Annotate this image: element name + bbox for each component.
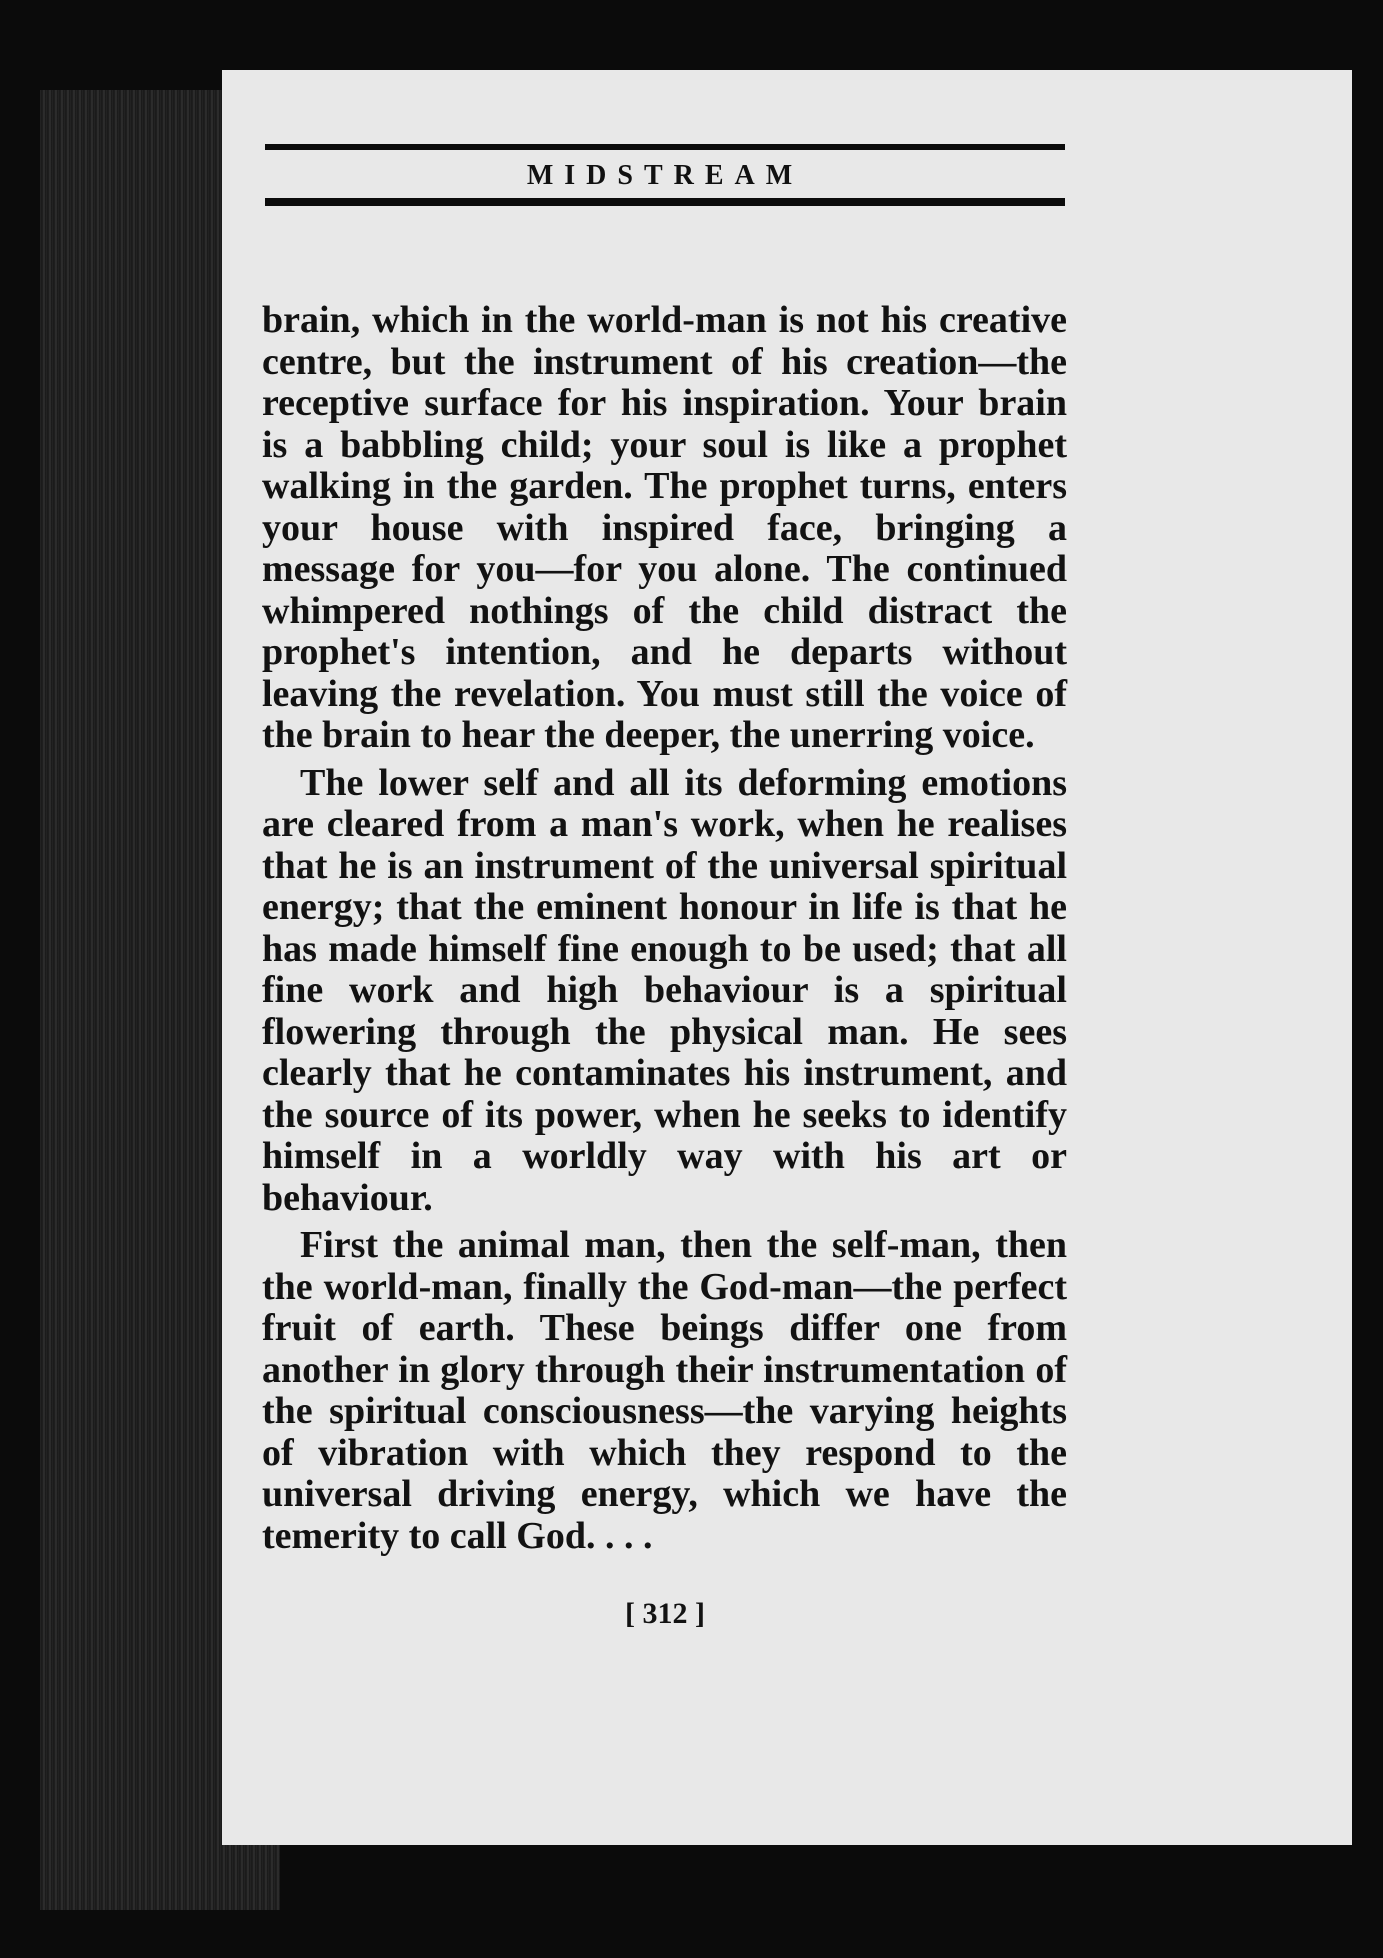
header-rule-bottom <box>265 198 1065 206</box>
running-head <box>265 144 1065 206</box>
paragraph-2: The lower self and all its deforming emotions are cleared from a man's work, when he realises that he is an instrument of the universal spiritual energy; that the eminent honour in life is that he has made himself fine enough to be used; that all fine work and high behaviour is a spiritual flowering through the physical man. He sees clearly that he contaminates his instrument, and the source of its power, when he seeks to identify himself in a worldly way with his art or behaviour. <box>262 761 1067 1219</box>
body-text <box>262 300 1067 1557</box>
running-head-title: MIDSTREAM <box>526 160 804 191</box>
paragraph-3: First the animal man, then the self-man, then the world-man, finally the God-man—the perfect fruit of earth. These beings differ one from another in glory through their instrumentation of the spiritual consciousness—the varying heights of vibration with which they respond to the universal driving energy, which we have the temerity to call God. . . . <box>262 1224 1067 1557</box>
paragraph-1: brain, which in the world-man is not his creative centre, but the instrument of his creation—the receptive surface for his inspiration. Your brain is a babbling child; your soul is like a prophet walking in the garden. The prophet turns, enters your house with inspired face, bringing a message for you—for you alone. The continued whimpered nothings of the child distract the prophet's intention, and he departs without leaving the revelation. You must still the voice of the brain to hear the deeper, the unerring voice. <box>262 299 1067 756</box>
page-number: [ 312 ] <box>625 1597 705 1630</box>
